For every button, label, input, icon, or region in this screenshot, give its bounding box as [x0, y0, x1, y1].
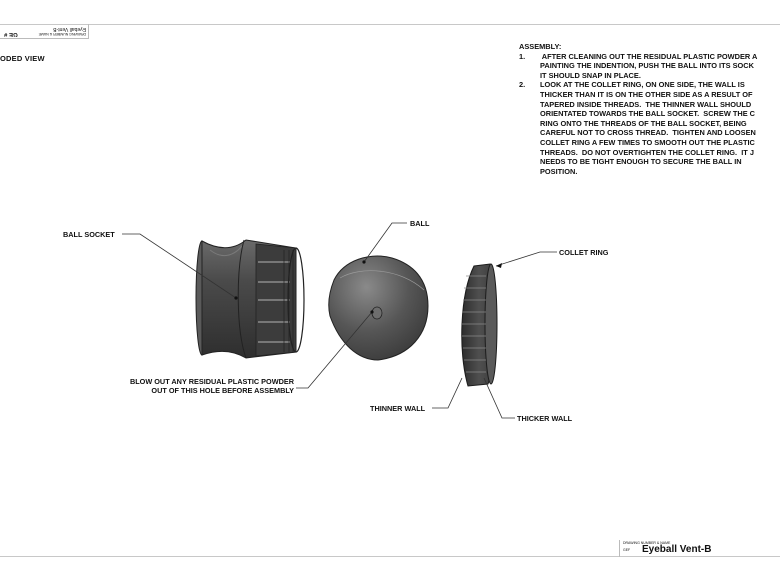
- step-line: ORIENTATED TOWARDS THE BALL SOCKET. SCREW THE C: [540, 109, 756, 119]
- callout-blowout-line-1: BLOW OUT ANY RESIDUAL PLASTIC POWDER: [129, 377, 294, 386]
- title-block-top-caption: DRAWING NUMBER & NAME: [38, 32, 86, 36]
- callout-blowout-line-2: OUT OF THIS HOLE BEFORE ASSEMBLY: [151, 386, 294, 395]
- callout-thicker-wall: THICKER WALL: [517, 414, 573, 423]
- step-line: RING ONTO THE THREADS OF THE BALL SOCKET, BEING: [540, 118, 747, 128]
- title-block-top-name: Eyeball Vent-B: [53, 26, 86, 32]
- callout-thinner-wall: THINNER WALL: [370, 404, 426, 413]
- step-line: COLLET RING A FEW TIMES TO SMOOTH OUT THE PLASTIC: [540, 137, 755, 147]
- step-line: AFTER CLEANING OUT THE RESIDUAL PLASTIC POWDER A: [540, 51, 758, 61]
- step-line: PAINTING THE INDENTION, PUSH THE BALL INTO ITS SOCK: [540, 61, 754, 71]
- assembly-heading: ASSEMBLY:: [519, 42, 562, 51]
- title-block-bottom-caption: DRAWING NUMBER & NAME: [623, 541, 671, 545]
- title-block-bottom: [619, 540, 780, 557]
- ball-socket-part: [196, 240, 304, 358]
- step-line: LOOK AT THE COLLET RING, ON ONE SIDE, THE WALL IS: [540, 80, 745, 90]
- callout-ball: BALL: [410, 219, 430, 228]
- callout-collet-ring: COLLET RING: [559, 248, 609, 257]
- step-line: CAREFUL NOT TO CROSS THREAD. TIGHTEN AND LOOSEN: [540, 128, 756, 138]
- step-line: POSITION.: [540, 166, 578, 176]
- callout-ball-socket: BALL SOCKET: [63, 230, 115, 239]
- step-line: THICKER THAN IT IS ON THE OTHER SIDE AS A RESULT OF: [540, 89, 753, 99]
- title-block-bottom-name: Eyeball Vent-B: [642, 544, 712, 555]
- step-line: IT SHOULD SNAP IN PLACE.: [540, 70, 641, 80]
- step-line: THREADS. DO NOT OVERTIGHTEN THE COLLET RING. IT J: [540, 147, 754, 157]
- view-title: ODED VIEW: [0, 54, 45, 63]
- step-number: 1.: [519, 51, 526, 61]
- step-line: NEEDS TO BE TIGHT ENOUGH TO SECURE THE BALL IN: [540, 157, 742, 167]
- title-block-top-number: GE #: [4, 31, 18, 37]
- step-number: 2.: [519, 80, 526, 90]
- title-block-bottom-size: GEF: [623, 548, 631, 552]
- collet-ring-part: [462, 264, 497, 386]
- step-line: TAPERED INSIDE THREADS. THE THINNER WALL SHOULD: [540, 99, 752, 109]
- ball-part: [329, 256, 428, 360]
